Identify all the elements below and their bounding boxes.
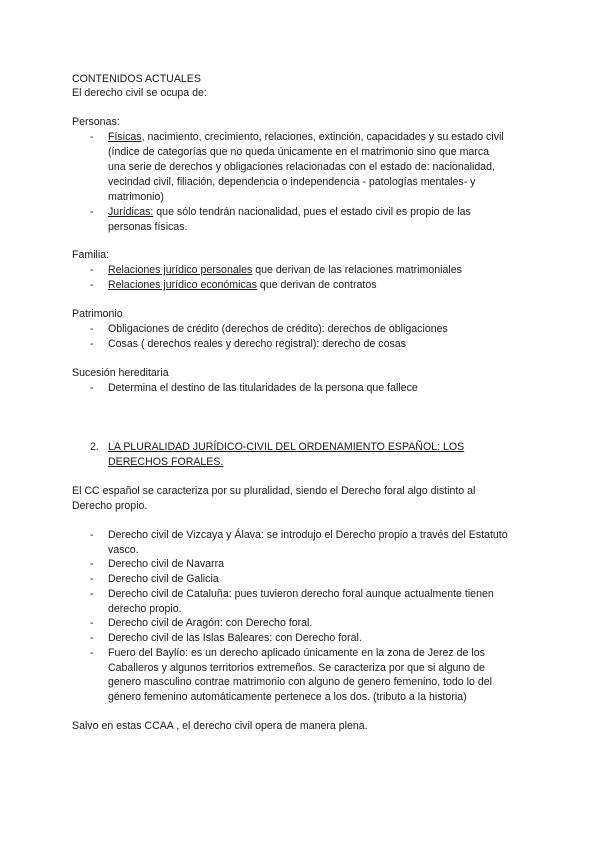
foral-item: Derecho civil de Galicia [108, 573, 219, 585]
juridicas-item [108, 205, 471, 220]
patrimonio-item: Cosas ( derechos reales y derecho registral): derecho de cosas [108, 338, 406, 350]
foral-item: Derecho civil de las Islas Baleares: con Derecho foral. [108, 632, 362, 644]
bullet-dash: - [90, 632, 94, 644]
fisicas-term: Físicas [108, 131, 142, 143]
foral-item: Derecho civil de Cataluña: pues tuvieron derecho foral aunque actualmente tienen [108, 588, 494, 600]
section-number: 2. [90, 441, 99, 453]
bullet-dash: - [90, 131, 94, 143]
bullet-dash: - [90, 588, 94, 600]
bullet-dash: - [90, 529, 94, 541]
sucesion-item: Determina el destino de las titularidades de la persona que fallece [108, 382, 418, 394]
foral-item-line: genero masculino contrae matrimonio con alguno de genero femenino, todo lo del [108, 676, 492, 688]
section-title-line: DERECHOS FORALES. [108, 456, 224, 468]
fisicas-text: , nacimiento, crecimiento, relaciones, extinción, capacidades y su estado civil [141, 131, 504, 143]
familia-item [108, 263, 462, 278]
closing-line: Salvo en estas CCAA , el derecho civil opera de manera plena. [72, 720, 368, 732]
paragraph-line: El CC español se caracteriza por su pluralidad, siendo el Derecho foral algo distinto al [72, 485, 476, 497]
patrimonio-item: Obligaciones de crédito (derechos de crédito): derechos de obligaciones [108, 323, 448, 335]
familia-text: que derivan de las relaciones matrimoniales [252, 264, 462, 276]
bullet-dash: - [90, 264, 94, 276]
document-title: CONTENIDOS ACTUALES [72, 73, 201, 85]
foral-item-line: Caballeros y algunos territorios extremeños. Se caracteriza por que si alguno de [108, 662, 485, 674]
patrimonio-heading: Patrimonio [72, 308, 123, 320]
juridicas-text-line: personas físicas. [108, 221, 188, 233]
bullet-dash: - [90, 617, 94, 629]
bullet-dash: - [90, 323, 94, 335]
juridicas-term: Jurídicas: [108, 206, 154, 218]
intro-line: El derecho civil se ocupa de: [72, 87, 207, 99]
bullet-dash: - [90, 573, 94, 585]
foral-item: Derecho civil de Navarra [108, 558, 224, 570]
bullet-dash: - [90, 206, 94, 218]
fisicas-text-line: (índice de categorías que no queda únicamente en el matrimonio sino que marca [108, 146, 490, 158]
section-title-line: LA PLURALIDAD JURÍDICO-CIVIL DEL ORDENAMIENTO ESPAÑOL: LOS [108, 441, 465, 453]
foral-item-line: género femenino automáticamente pertenece a los dos. (tributo a la historia) [108, 691, 467, 703]
foral-item: Fuero del Baylío: es un derecho aplicado únicamente en la zona de Jerez de los [108, 647, 485, 659]
paragraph-line: Derecho propio. [72, 500, 148, 512]
bullet-dash: - [90, 382, 94, 394]
personas-heading: Personas: [72, 116, 120, 128]
fisicas-text-line: matrimonio) [108, 191, 164, 203]
bullet-dash: - [90, 558, 94, 570]
bullet-dash: - [90, 279, 94, 291]
familia-heading: Familia: [72, 249, 110, 261]
familia-item [108, 278, 377, 293]
fisicas-text-line: vecindad civil, filiación, dependencia o independencia - patologías mentales- y [108, 176, 476, 188]
foral-item-line: derecho propio. [108, 603, 182, 615]
foral-item: Derecho civil de Vizcaya y Álava: se introdujo el Derecho propio a través del Estatuto [108, 529, 508, 541]
sucesion-heading: Sucesión hereditaria [72, 367, 169, 379]
foral-item: Derecho civil de Aragón: con Derecho foral. [108, 617, 313, 629]
bullet-dash: - [90, 647, 94, 659]
foral-item-line: vasco. [108, 544, 139, 556]
juridicas-text: que sólo tendrán nacionalidad, pues el estado civil es propio de las [153, 206, 471, 218]
bullet-dash: - [90, 338, 94, 350]
fisicas-text-line: una serie de derechos y obligaciones relacionadas con el estado de: nacionalidad, [108, 161, 495, 173]
familia-term: Relaciones jurídico personales [108, 264, 253, 276]
familia-text: que derivan de contratos [256, 279, 377, 291]
fisicas-item [108, 130, 504, 145]
familia-term: Relaciones jurídico económicas [108, 279, 257, 291]
